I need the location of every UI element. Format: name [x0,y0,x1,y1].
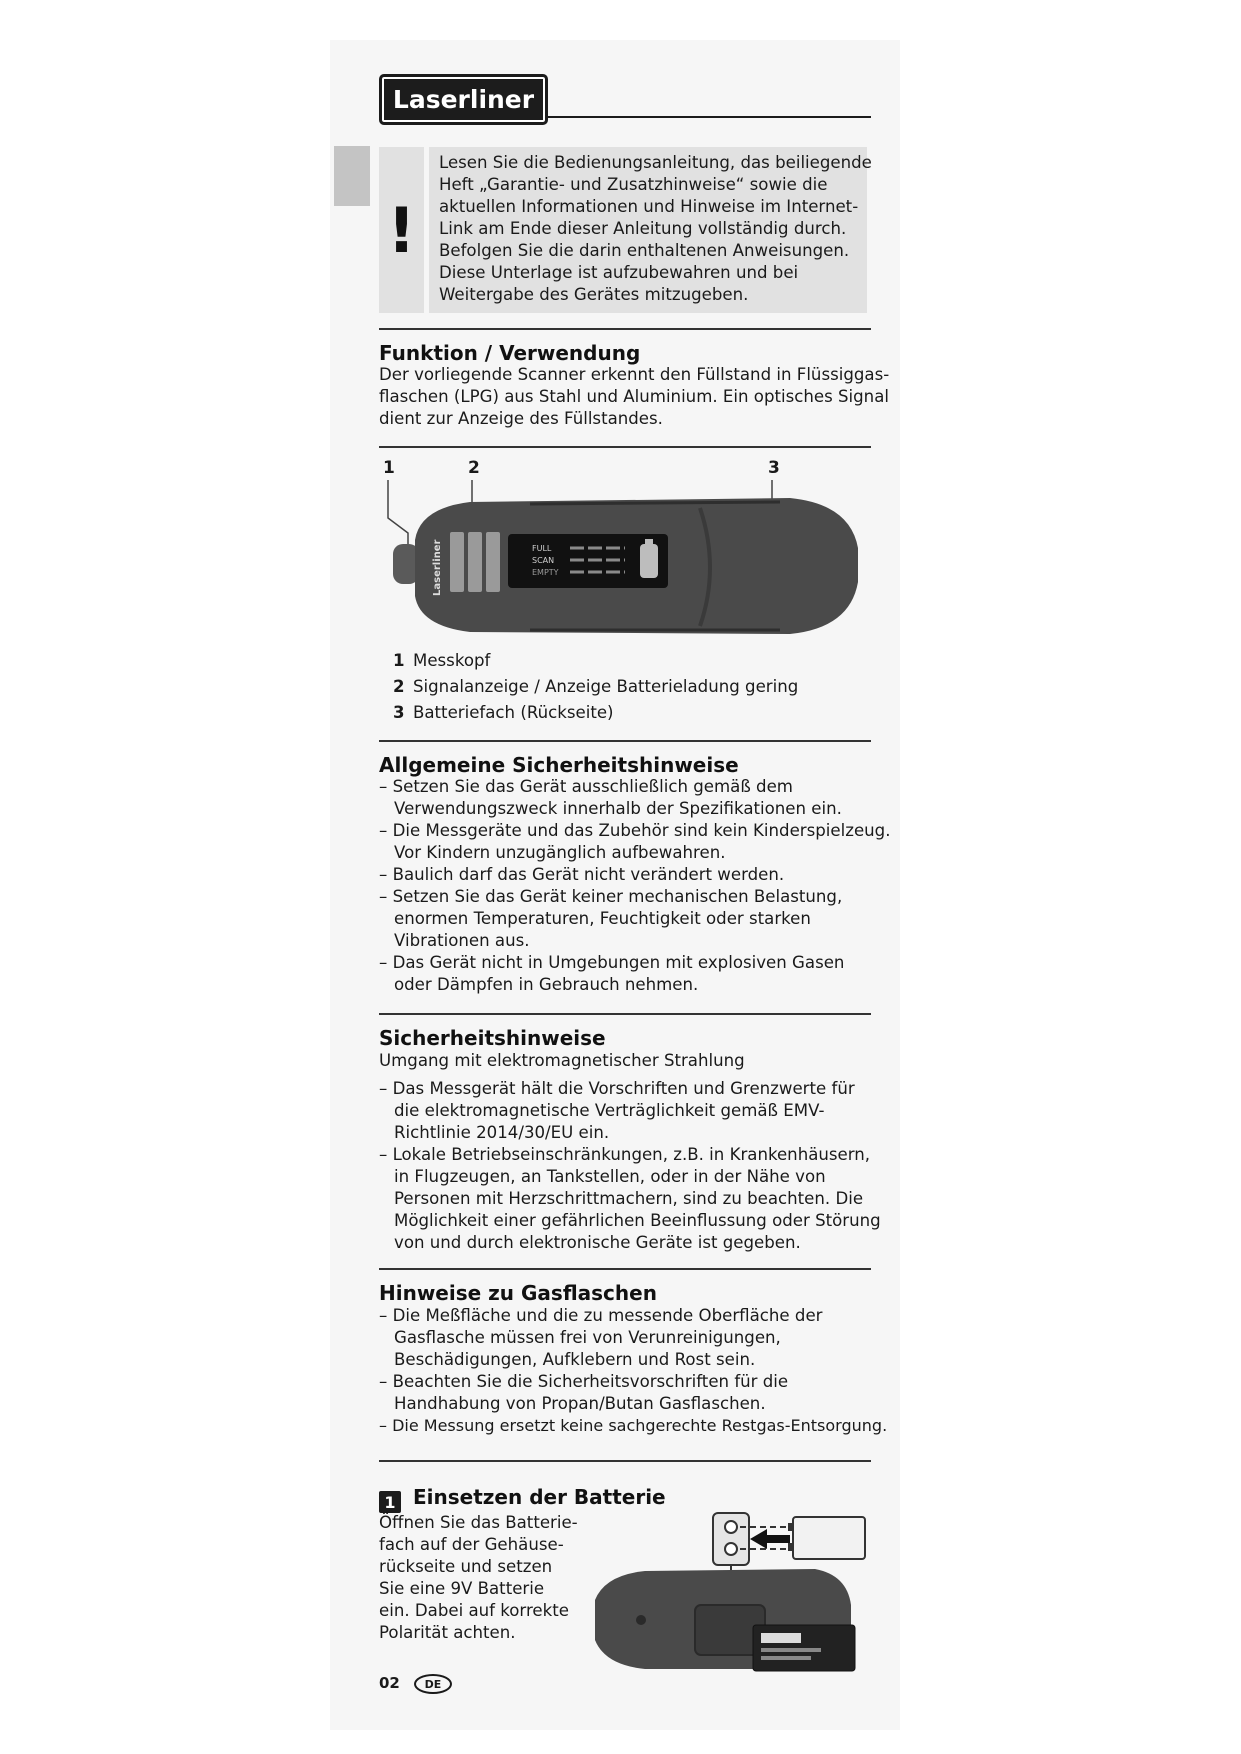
gas-bottle-icon [640,544,658,578]
legend-text: Signalanzeige / Anzeige Batterieladung gering [413,677,799,696]
function-heading: Funktion / Verwendung [379,341,641,365]
function-line: dient zur Anzeige des Füllstandes. [379,409,663,428]
section-rule [379,740,871,742]
header-rule [548,116,871,118]
gas-heading: Hinweise zu Gasflaschen [379,1281,657,1305]
battery-9v-icon [793,1517,865,1559]
function-line: Der vorliegende Scanner erkennt den Füllstand in Flüssiggas- [379,365,890,384]
safety-subheading-text: Umgang mit elektromagnetischer Strahlung [379,1051,745,1070]
legend-number: 2 [393,677,405,696]
page-number: 02 [379,1674,400,1692]
section-rule [379,1268,871,1270]
warning-line: Link am Ende dieser Anleitung vollständig durch. [439,219,847,238]
legend-text: Batteriefach (Rückseite) [413,703,614,722]
legend-item [393,703,614,722]
list-line: in Flugzeugen, an Tankstellen, oder in der Nähe von [394,1167,826,1186]
warning-line: Heft „Garantie- und Zusatzhinweise“ sowie die [439,175,828,194]
list-line: – Beachten Sie die Sicherheitsvorschriften für die [379,1372,789,1391]
list-line: – Setzen Sie das Gerät keiner mechanischen Belastung, [379,887,843,906]
list-line: von und durch elektronische Geräte ist gegeben. [394,1233,801,1252]
list-line: – Baulich darf das Gerät nicht verändert werden. [379,865,785,884]
list-line: – Das Gerät nicht in Umgebungen mit explosiven Gasen [379,953,845,972]
legend-number: 1 [393,651,405,670]
led-signal-2 [468,532,482,592]
battery-line: fach auf der Gehäuse- [379,1535,564,1554]
battery-text [379,1512,578,1644]
general-safety-heading: Allgemeine Sicherheitshinweise [379,753,739,777]
list-line: enormen Temperaturen, Feuchtigkeit oder starken [394,909,811,928]
led-signal-3 [486,532,500,592]
legend-text: Messkopf [413,651,491,670]
list-line: – Lokale Betriebseinschränkungen, z.B. in Krankenhäusern, [379,1145,871,1164]
function-line: flaschen (LPG) aus Stahl und Aluminium. Ein optisches Signal [379,387,889,406]
list-line: Verwendungszweck innerhalb der Spezifikationen ein. [394,799,842,818]
list-line: Beschädigungen, Aufklebern und Rost sein. [394,1350,756,1369]
warning-notice [429,147,872,313]
warning-line: Lesen Sie die Bedienungsanleitung, das beiliegende [439,153,872,172]
battery-line: Öffnen Sie das Batterie- [379,1513,578,1532]
list-line: – Die Messung ersetzt keine sachgerechte Restgas-Entsorgung. [379,1416,888,1435]
callout-3: 3 [768,458,780,478]
section-rule [379,446,871,448]
list-line: Vibrationen aus. [394,931,530,950]
battery-line: Polarität achten. [379,1623,516,1642]
display-label-empty: EMPTY [532,568,559,577]
general-safety-list [379,776,890,996]
brand-logo-text: Laserliner [392,85,535,114]
section-tab-marker [334,146,370,206]
language-badge: DE [414,1674,452,1694]
list-line: Vor Kindern unzugänglich aufbewahren. [394,843,726,862]
device-brand: Laserliner [432,539,443,596]
section-rule [379,1460,871,1462]
legend-number: 3 [393,703,405,722]
list-line: Gasflasche müssen frei von Verunreinigungen, [394,1328,781,1347]
list-line: Handhabung von Propan/Butan Gasflaschen. [394,1394,766,1413]
battery-line: Sie eine 9V Batterie [379,1579,545,1598]
display-label-full: FULL [532,544,552,553]
section-rule [379,1013,871,1015]
warning-line: Weitergabe des Gerätes mitzugeben. [439,285,749,304]
legend-item [393,677,798,696]
step-number-badge: 1 [379,1491,401,1513]
battery-illustration [585,1505,875,1675]
list-line: Personen mit Herzschrittmachern, sind zu beachten. Die [394,1189,864,1208]
list-line: – Setzen Sie das Gerät ausschließlich gemäß dem [379,777,793,796]
warning-symbol: ! [387,193,416,267]
battery-line: rückseite und setzen [379,1557,553,1576]
brand-logo [379,74,548,125]
section-rule [379,328,871,330]
callout-2: 2 [468,458,480,478]
legend-item [393,651,490,670]
safety-heading: Sicherheitshinweise [379,1026,606,1050]
function-text [379,364,889,430]
list-line: Richtlinie 2014/30/EU ein. [394,1123,610,1142]
list-line: die elektromagnetische Verträglichkeit gemäß EMV- [394,1101,825,1120]
warning-line: Diese Unterlage ist aufzubewahren und bei [439,263,799,282]
insert-arrow-icon [750,1529,790,1549]
device-illustration [380,478,870,648]
list-line: oder Dämpfen in Gebrauch nehmen. [394,975,699,994]
list-line: Möglichkeit einer gefährlichen Beeinflussung oder Störung [394,1211,881,1230]
battery-heading: Einsetzen der Batterie [413,1485,666,1509]
callout-1: 1 [383,458,395,478]
safety-list [379,1078,881,1254]
gas-list [379,1305,887,1437]
led-signal-1 [450,532,464,592]
display-label-scan: SCAN [532,556,555,565]
list-line: – Die Meßfläche und die zu messende Oberfläche der [379,1306,823,1325]
list-line: – Die Messgeräte und das Zubehör sind kein Kinderspielzeug. [379,821,891,840]
warning-exclamation-icon [379,147,424,313]
warning-line: aktuellen Informationen und Hinweise im Internet- [439,197,859,216]
battery-line: ein. Dabei auf korrekte [379,1601,569,1620]
warning-line: Befolgen Sie die darin enthaltenen Anweisungen. [439,241,850,260]
safety-subheading [379,1050,745,1072]
list-line: – Das Messgerät hält die Vorschriften und Grenzwerte für [379,1079,855,1098]
